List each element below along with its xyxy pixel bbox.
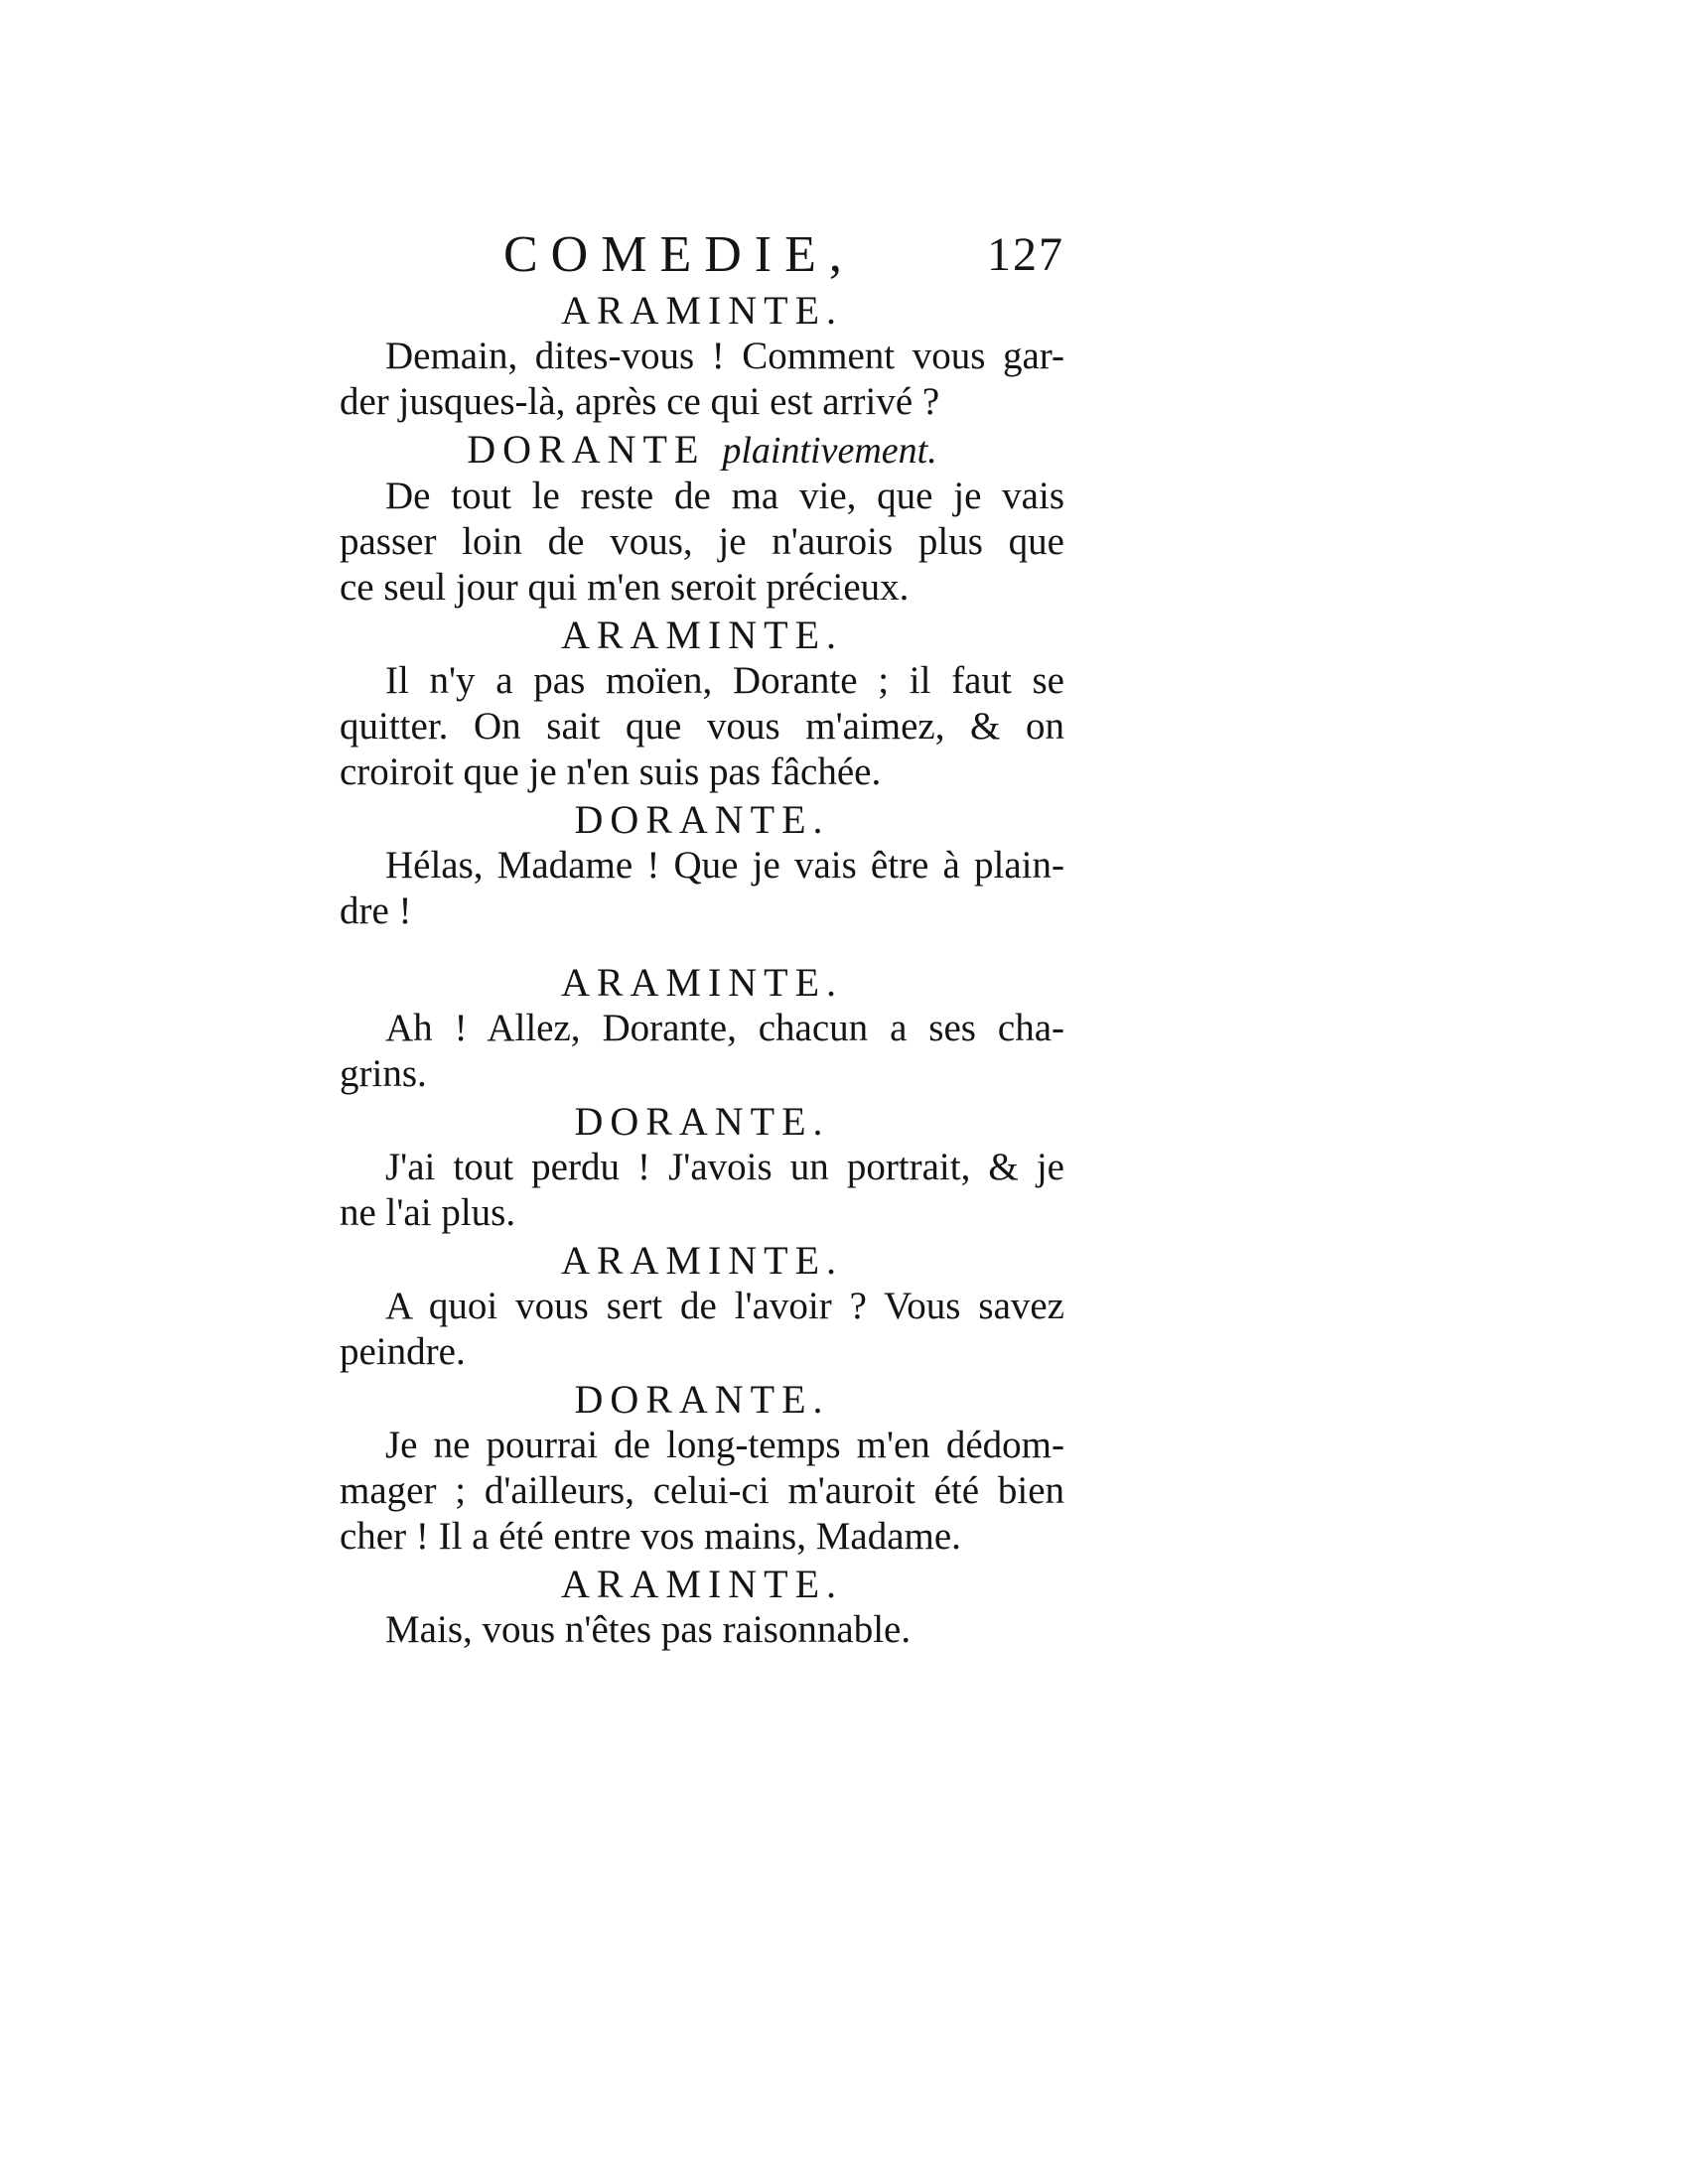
speech	[340, 474, 1064, 611]
speaker-name: ARAMINTE.	[560, 1562, 844, 1606]
speaker-heading	[340, 1238, 1064, 1284]
page-number: 127	[987, 228, 1064, 281]
speech-line: Hélas, Madame ! Que je vais être à plain-	[385, 844, 1064, 887]
speech-line: dre !	[340, 889, 412, 932]
speaker-name: DORANTE	[467, 427, 706, 472]
speaker-name: ARAMINTE.	[560, 960, 844, 1005]
speech-line: passer loin de vous, je n'aurois plus que	[340, 520, 1064, 563]
speech	[340, 843, 1064, 934]
speaker-name: ARAMINTE.	[560, 1238, 844, 1283]
speech-line: ne l'ai plus.	[340, 1191, 516, 1234]
speaker-name: DORANTE.	[574, 1099, 830, 1144]
speech-line: croiroit que je n'en suis pas fâchée.	[340, 751, 882, 793]
speaker-heading	[340, 613, 1064, 658]
speech-line: grins.	[340, 1052, 427, 1095]
speaker-name: ARAMINTE.	[560, 613, 844, 657]
speech-line: peindre.	[340, 1330, 466, 1373]
stage-direction: plaintivement.	[722, 430, 937, 472]
speaker-name: DORANTE.	[574, 797, 830, 842]
speaker-heading	[340, 288, 1064, 334]
speaker-heading	[340, 1377, 1064, 1423]
speech	[340, 1006, 1064, 1097]
speaker-heading	[340, 797, 1064, 843]
speech-line: A quoi vous sert de l'avoir ? Vous savez	[385, 1285, 1064, 1327]
speech-line: Je ne pourrai de long-temps m'en dédom-	[385, 1424, 1064, 1466]
speaker-name: ARAMINTE.	[560, 288, 844, 333]
speech	[340, 1607, 1064, 1653]
speaker-heading	[340, 1562, 1064, 1607]
speech-line: J'ai tout perdu ! J'avois un portrait, & je	[385, 1146, 1064, 1188]
speech-line: Ah ! Allez, Dorante, chacun a ses cha-	[385, 1007, 1064, 1049]
speech	[340, 1423, 1064, 1560]
speech-line: ce seul jour qui m'en seroit précieux.	[340, 566, 910, 609]
speaker-name: DORANTE.	[574, 1377, 830, 1422]
speech	[340, 658, 1064, 795]
speech-line: mager ; d'ailleurs, celui-ci m'auroit été bien	[340, 1469, 1064, 1512]
text-block	[340, 224, 1064, 1653]
running-head	[340, 224, 1064, 286]
speech	[340, 1145, 1064, 1236]
speech-line: Demain, dites-vous ! Comment vous gar-	[385, 335, 1064, 377]
speech	[340, 334, 1064, 425]
speaker-heading	[340, 1099, 1064, 1145]
speech-line: der jusques-là, après ce qui est arrivé ?	[340, 380, 940, 423]
speech-line: Il n'y a pas moïen, Dorante ; il faut se	[385, 659, 1064, 702]
speech-line: Mais, vous n'êtes pas raisonnable.	[385, 1608, 912, 1651]
speech	[340, 1284, 1064, 1375]
speaker-heading	[340, 427, 1064, 474]
speech-line: cher ! Il a été entre vos mains, Madame.	[340, 1515, 961, 1558]
speech-line: quitter. On sait que vous m'aimez, & on	[340, 705, 1064, 748]
running-title: COMEDIE,	[503, 226, 855, 283]
speaker-heading	[340, 960, 1064, 1006]
speech-line: De tout le reste de ma vie, que je vais	[385, 475, 1064, 517]
